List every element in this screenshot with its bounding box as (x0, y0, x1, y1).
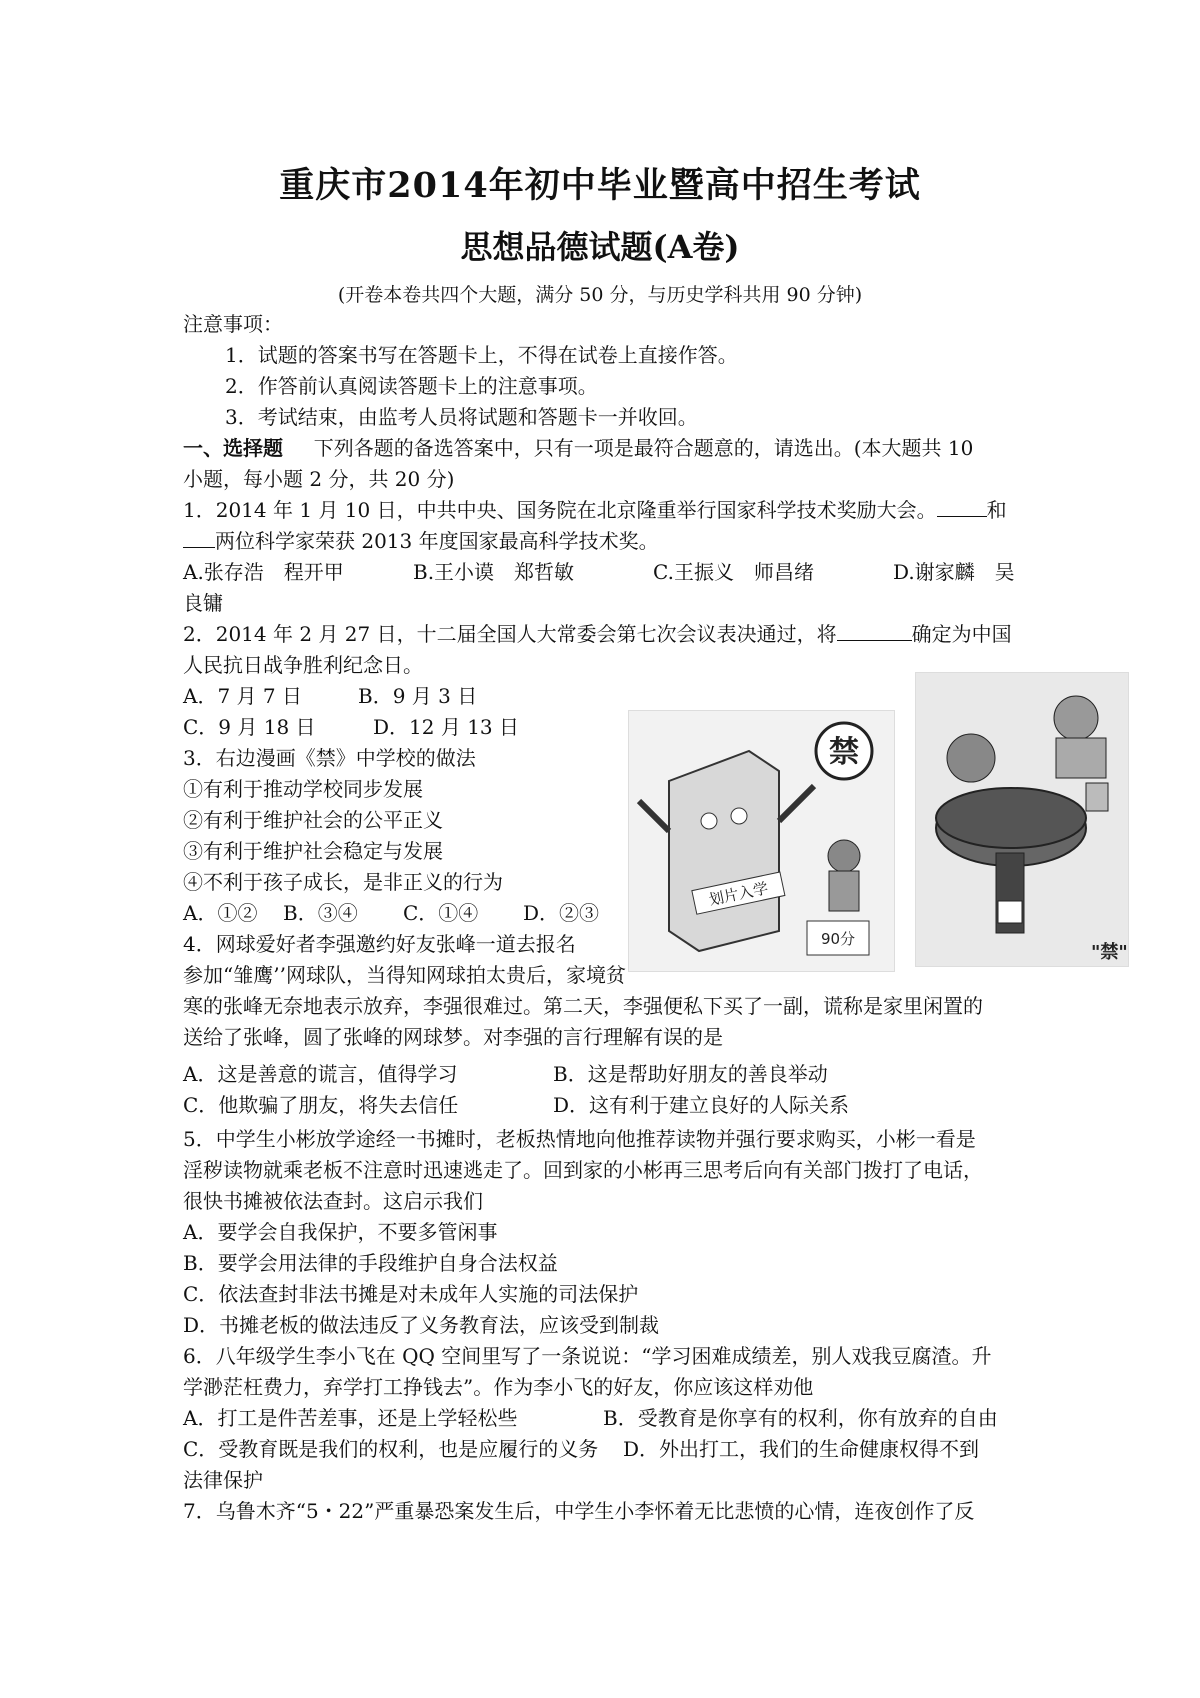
question-6-option-cont: 法律保护 (183, 1468, 263, 1492)
question-4-line4: 送给了张峰，圆了张峰的网球梦。对李强的言行理解有误的是 (183, 1025, 723, 1049)
option-a: A.张存浩 程开甲 (183, 560, 344, 584)
option-a: A．7 月 7 日 (183, 684, 302, 708)
question-6-line2: 学渺茫枉费力，弃学打工挣钱去”。作为李小飞的好友，你应该这样劝他 (183, 1375, 814, 1399)
option-b: B．这是帮助好朋友的善良举动 (553, 1062, 828, 1086)
notice-heading: 注意事项： (183, 312, 283, 336)
notice-item: 3．考试结束，由监考人员将试题和答题卡一并收回。 (225, 405, 698, 429)
student-icon (828, 840, 860, 872)
exam-note: (开卷本卷共四个大题，满分 50 分，与历史学科共用 90 分钟) (337, 284, 863, 306)
question-4-line1: 4．网球爱好者李强邀约好友张峰一道去报名 (183, 932, 576, 956)
cartoon-drawing (629, 711, 894, 971)
q3-item: ①有利于推动学校同步发展 (183, 777, 423, 801)
answer-blank (183, 529, 215, 548)
option-a: A．这是善意的谎言，值得学习 (183, 1062, 458, 1086)
exam-title: 重庆市2014年初中毕业暨高中招生考试 (279, 165, 921, 206)
q2-text: 2．2014 年 2 月 27 日，十二届全国人大常委会第七次会议表决通过，将 (183, 622, 837, 646)
exam-subtitle: 思想品德试题(A卷) (460, 228, 740, 266)
option-d: D．书摊老板的做法违反了义务教育法，应该受到制裁 (183, 1313, 660, 1337)
q2-text-end: 确定为中国 (911, 622, 1012, 646)
q1-text: 1．2014 年 1 月 10 日，中共中央、国务院在北京隆重举行国家科学技术奖励大会。 (183, 498, 937, 522)
option-c: C．受教育既是我们的权利，也是应履行的义务 (183, 1437, 599, 1461)
score-label: 90分 (820, 930, 856, 948)
notice-item: 2．作答前认真阅读答题卡上的注意事项。 (225, 374, 598, 398)
option-c: C．①④ (403, 901, 479, 925)
q3-item: ③有利于维护社会稳定与发展 (183, 839, 443, 863)
option-d: D.谢家麟 吴 (893, 560, 1015, 584)
question-1-line2 (183, 527, 659, 555)
option-b: B．③④ (283, 901, 358, 925)
section1-heading (183, 434, 973, 462)
option-a: A．①② (183, 901, 258, 925)
cartoon-drawing (916, 673, 1128, 966)
option-b: B．受教育是你享有的权利，你有放弃的自由 (603, 1406, 998, 1430)
option-d: D．外出打工，我们的生命健康权得不到 (623, 1437, 980, 1461)
answer-blank (937, 498, 987, 517)
option-a: A．要学会自我保护，不要多管闲事 (183, 1220, 498, 1244)
section1-desc: 下列各题的备选答案中，只有一项是最符合题意的，请选出。(本大题共 10 (313, 436, 974, 460)
question-5-line2: 淫秽读物就乘老板不注意时迅速逃走了。回到家的小彬再三思考后向有关部门拨打了电话， (183, 1158, 983, 1182)
question-3-stem: 3．右边漫画《禁》中学校的做法 (183, 746, 476, 770)
section1-label: 一、选择题 (183, 436, 283, 460)
option-c: C.王振义 师昌绪 (653, 560, 814, 584)
option-d: D．这有利于建立良好的人际关系 (553, 1093, 850, 1117)
question-2-line1 (183, 620, 1012, 648)
q1-text: 两位科学家荣获 2013 年度国家最高科学技术奖。 (215, 529, 659, 553)
cartoon-image-left (628, 710, 895, 972)
option-b: B.王小谟 郑哲敏 (413, 560, 575, 584)
option-d: D．12 月 13 日 (373, 715, 520, 739)
option-b: B．9 月 3 日 (358, 684, 478, 708)
q1-text-end: 和 (986, 498, 1007, 522)
answer-blank (837, 622, 912, 641)
option-c: C．9 月 18 日 (183, 715, 316, 739)
question-6-line1: 6．八年级学生李小飞在 QQ 空间里写了一条说说：“学习困难成绩差，别人戏我豆腐渣。升 (183, 1344, 992, 1368)
notice-item: 1．试题的答案书写在答题卡上，不得在试卷上直接作答。 (225, 343, 738, 367)
question-4-line3: 寒的张峰无奈地表示放弃，李强很难过。第二天，李强便私下买了一副，谎称是家里闲置的 (183, 994, 983, 1018)
child-icon (1054, 696, 1098, 740)
ban-sign-text: 禁 (829, 735, 859, 770)
q3-item: ④不利于孩子成长，是非正义的行为 (183, 870, 503, 894)
option-b: B．要学会用法律的手段维护自身合法权益 (183, 1251, 558, 1275)
q3-item: ②有利于维护社会的公平正义 (183, 808, 443, 832)
section1-desc-cont: 小题，每小题 2 分，共 20 分) (183, 467, 455, 491)
option-d: D．②③ (523, 901, 600, 925)
cartoon-image-right (915, 672, 1129, 967)
question-7-line1: 7．乌鲁木齐“5・22”严重暴恐案发生后，中学生小李怀着无比悲愤的心情，连夜创作了反 (183, 1499, 975, 1523)
question-5-line3: 很快书摊被依法查封。这启示我们 (183, 1189, 483, 1213)
book-label: 划片入学 (707, 879, 770, 910)
option-c: C．依法查封非法书摊是对未成年人实施的司法保护 (183, 1282, 639, 1306)
child-icon (947, 734, 995, 782)
question-1-option-cont: 良镛 (183, 591, 223, 615)
question-5-line1: 5．中学生小彬放学途经一书摊时，老板热情地向他推荐读物并强行要求购买，小彬一看是 (183, 1127, 976, 1151)
book-character-icon (669, 751, 779, 951)
question-4-line2: 参加“雏鹰’’网球队，当得知网球拍太贵后，家境贫 (183, 963, 626, 987)
option-a: A．打工是件苦差事，还是上学轻松些 (183, 1406, 518, 1430)
cartoon-caption: "禁" (1091, 942, 1128, 963)
option-c: C．他欺骗了朋友，将失去信任 (183, 1093, 459, 1117)
question-2-line2: 人民抗日战争胜利纪念日。 (183, 653, 423, 677)
question-1-line1 (183, 496, 1007, 524)
